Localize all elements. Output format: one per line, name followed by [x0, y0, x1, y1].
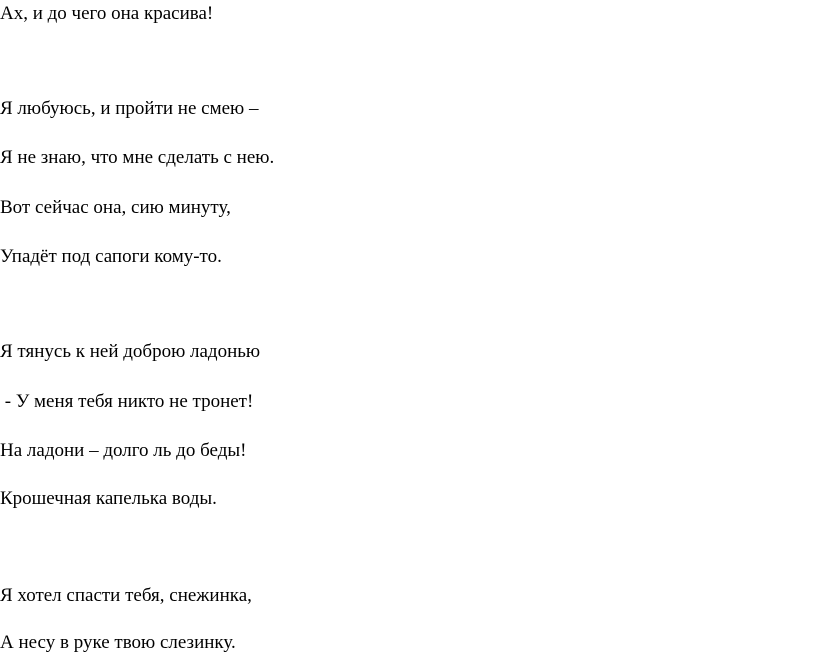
poem-line-3: Я не знаю, что мне сделать с нею. [0, 147, 275, 168]
poem-line-1: Ах, и до чего она красива! [0, 3, 214, 24]
poem-line-10: Я хотел спасти тебя, снежинка, [0, 585, 252, 606]
poem-line-7: - У меня тебя никто не тронет! [0, 391, 254, 412]
poem-line-9: Крошечная капелька воды. [0, 488, 217, 509]
poem-line-11: А несу в руке твою слезинку. [0, 632, 236, 653]
poem-line-6: Я тянусь к ней доброю ладонью [0, 341, 261, 362]
poem-line-4: Вот сейчас она, сию минуту, [0, 197, 231, 218]
poem-line-8: На ладони – долго ль до беды! [0, 440, 247, 461]
poem-line-2: Я любуюсь, и пройти не смею – [0, 98, 259, 119]
poem-line-5: Упадёт под сапоги кому-то. [0, 246, 222, 267]
